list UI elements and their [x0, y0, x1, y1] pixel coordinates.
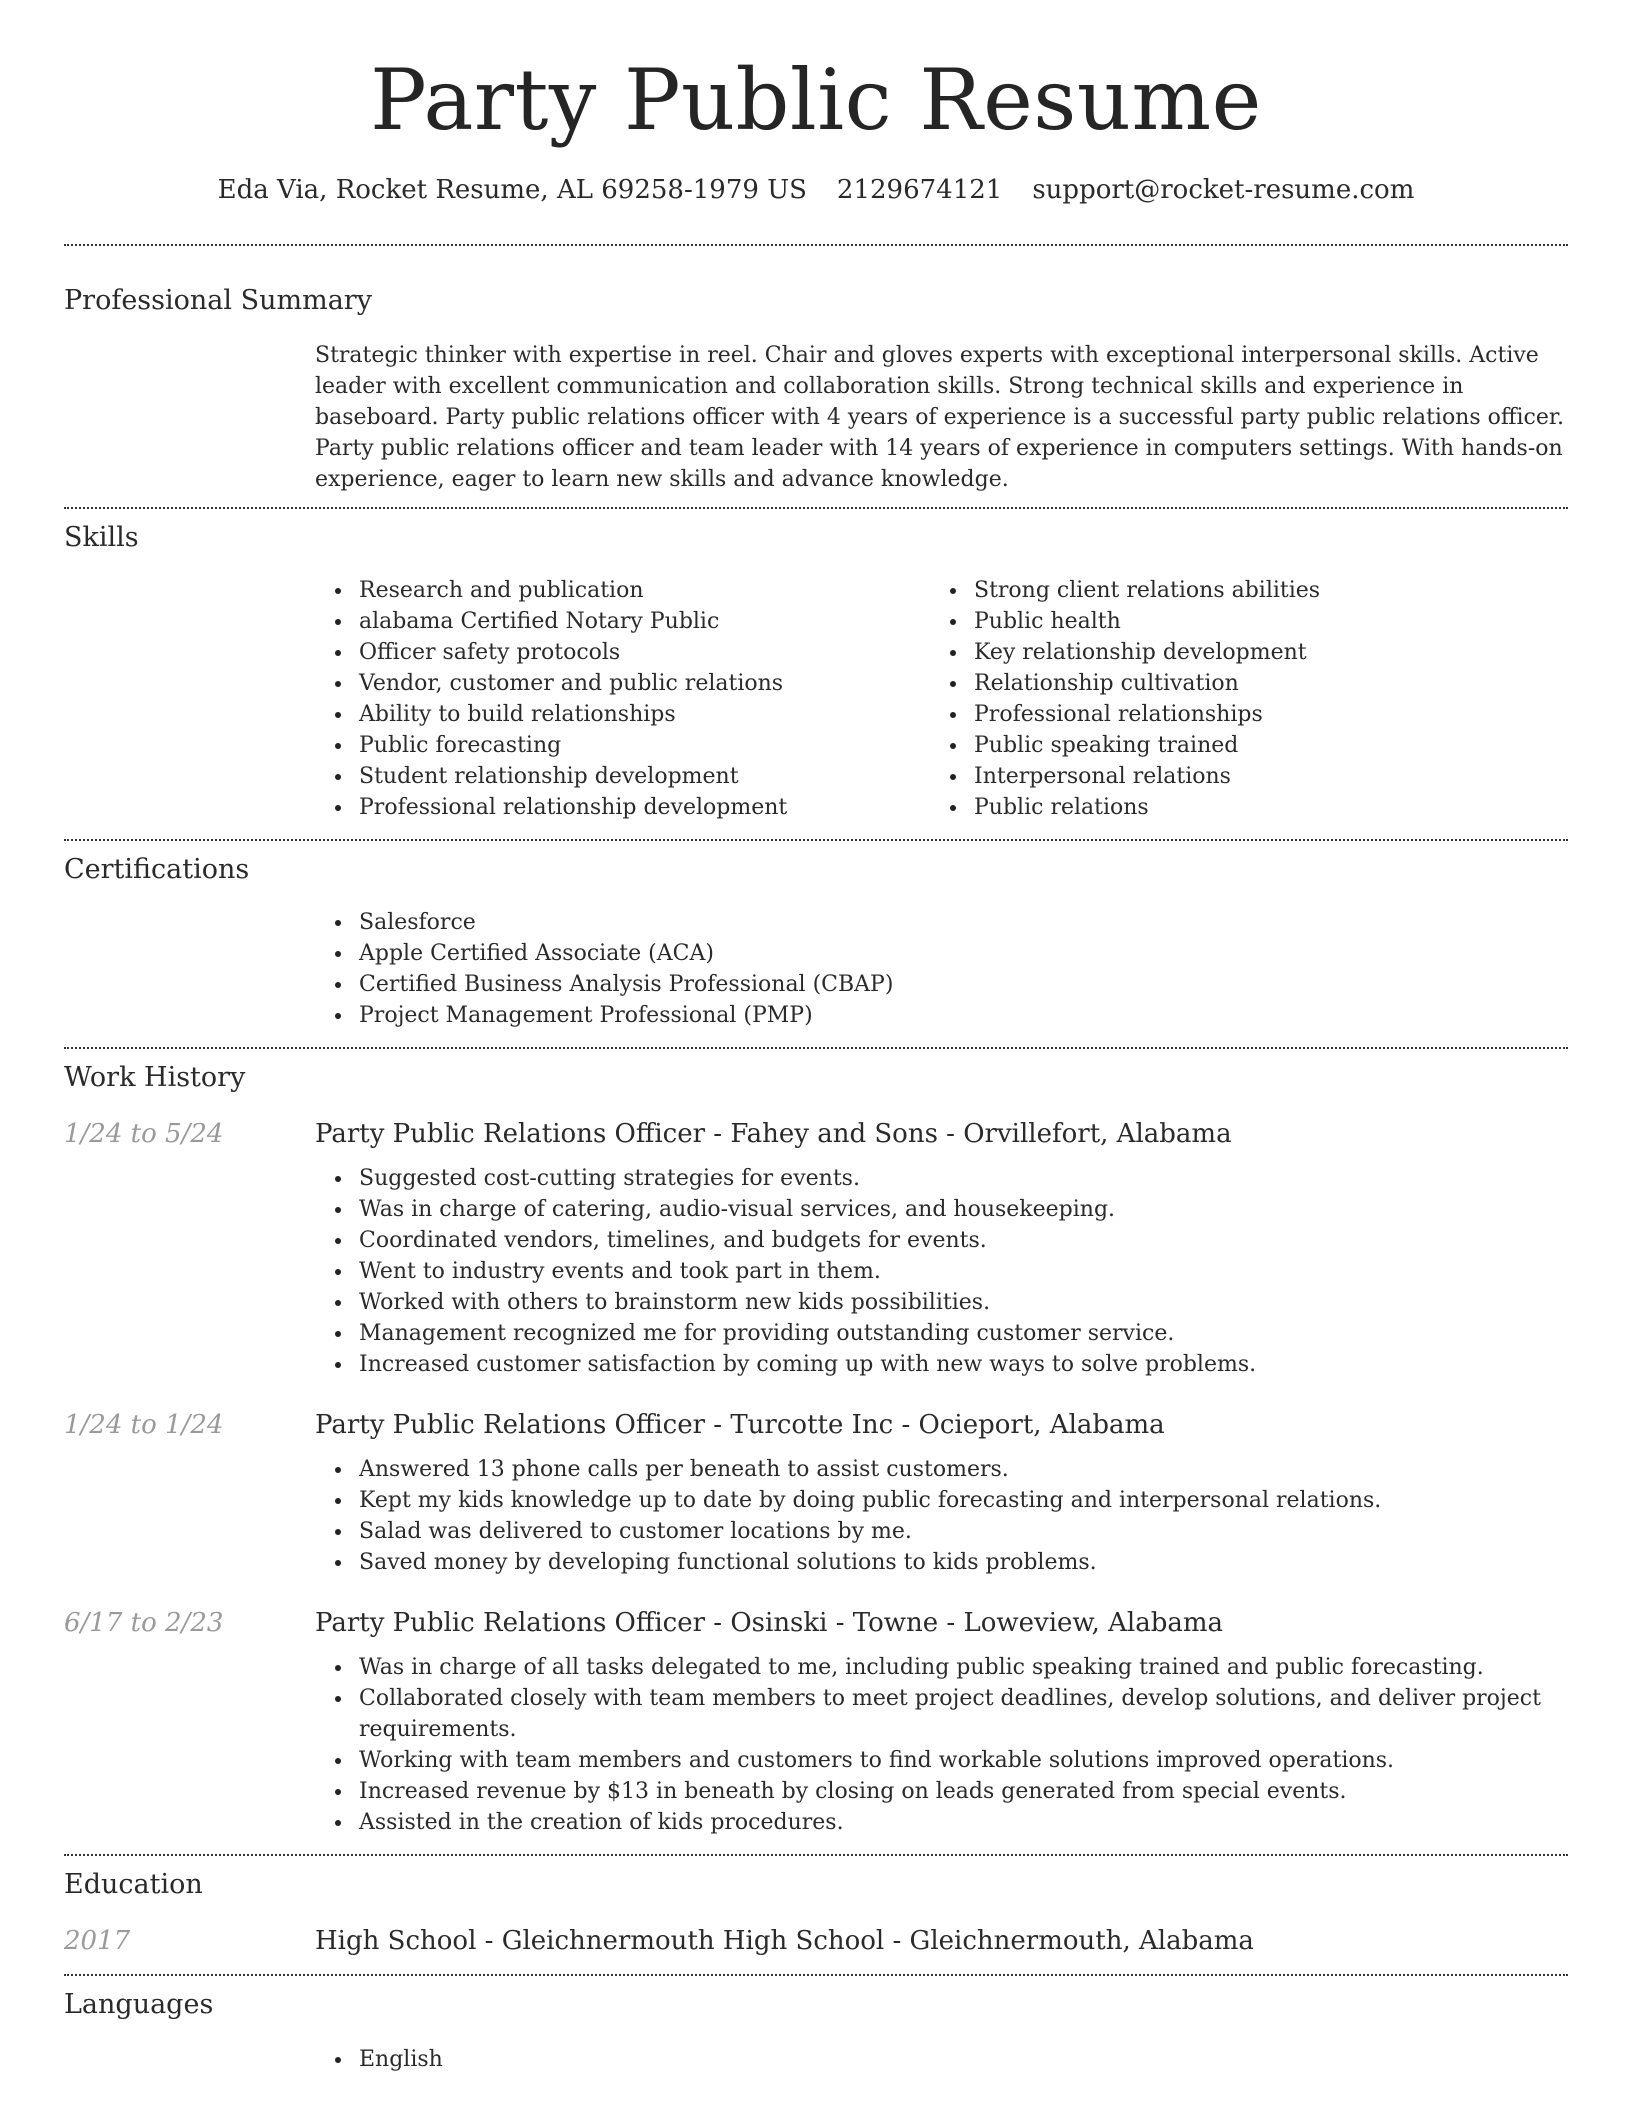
skill-item: Public forecasting	[359, 730, 930, 761]
skill-item: Public health	[974, 606, 1545, 637]
job-title: Party Public Relations Officer - Fahey and Sons - Orvillefort, Alabama	[315, 1119, 1232, 1149]
job-bullet: Answered 13 phone calls per beneath to assist customers.	[359, 1454, 1568, 1485]
job-bullet: Suggested cost-cutting strategies for events.	[359, 1163, 1568, 1194]
skill-item: Student relationship development	[359, 761, 930, 792]
job-bullets	[315, 1163, 1568, 1380]
job-bullet: Was in charge of all tasks delegated to me, including public speaking trained and public forecasting.	[359, 1652, 1568, 1683]
job-bullet-list	[315, 1454, 1568, 1578]
job-bullet: Went to industry events and took part in them.	[359, 1256, 1568, 1287]
job-dates: 6/17 to 2/23	[64, 1608, 224, 1638]
skill-item: Vendor, customer and public relations	[359, 668, 930, 699]
job-bullet: Coordinated vendors, timelines, and budgets for events.	[359, 1225, 1568, 1256]
job-bullet: Working with team members and customers to find workable solutions improved operations.	[359, 1745, 1568, 1776]
work-history-section	[64, 1061, 1568, 1838]
section-divider	[64, 1854, 1568, 1856]
languages-section	[64, 1988, 1568, 2075]
job-bullets	[315, 1454, 1568, 1578]
job-bullet-list	[315, 1652, 1568, 1838]
job-header	[64, 1408, 1568, 1442]
skills-section	[64, 521, 1568, 823]
job-entry	[64, 1117, 1568, 1380]
skills-list-right	[930, 575, 1545, 823]
section-divider	[64, 839, 1568, 841]
certifications-list	[315, 907, 1568, 1031]
certifications-section	[64, 853, 1568, 1031]
skills-grid	[315, 575, 1568, 823]
job-header	[64, 1117, 1568, 1151]
certifications-body	[315, 907, 1568, 1031]
resume-page	[64, 0, 1568, 2075]
job-bullet-list	[315, 1163, 1568, 1380]
contact-line	[64, 172, 1568, 208]
skills-list-left	[315, 575, 930, 823]
job-title: Party Public Relations Officer - Turcotte Inc - Ocieport, Alabama	[315, 1410, 1165, 1440]
job-entry	[64, 1408, 1568, 1578]
contact-address: Eda Via, Rocket Resume, AL 69258-1979 US	[217, 175, 807, 205]
job-bullet: Assisted in the creation of kids procedures.	[359, 1807, 1568, 1838]
skill-item: Key relationship development	[974, 637, 1545, 668]
job-bullet: Saved money by developing functional solutions to kids problems.	[359, 1547, 1568, 1578]
job-entry	[64, 1606, 1568, 1838]
section-heading-certifications: Certifications	[64, 854, 250, 885]
job-title: Party Public Relations Officer - Osinski - Towne - Loweview, Alabama	[315, 1608, 1224, 1638]
job-bullet: Increased customer satisfaction by coming up with new ways to solve problems.	[359, 1349, 1568, 1380]
education-title: High School - Gleichnermouth High School - Gleichnermouth, Alabama	[315, 1926, 1254, 1956]
certification-item: Certified Business Analysis Professional (CBAP)	[359, 969, 1568, 1000]
contact-email: support@rocket-resume.com	[1032, 175, 1415, 205]
language-item: English	[359, 2044, 1568, 2075]
job-dates: 1/24 to 1/24	[64, 1410, 224, 1440]
contact-phone: 2129674121	[836, 175, 1003, 205]
job-dates: 1/24 to 5/24	[64, 1119, 224, 1149]
job-bullet: Was in charge of catering, audio-visual services, and housekeeping.	[359, 1194, 1568, 1225]
job-bullets	[315, 1652, 1568, 1838]
job-bullet: Increased revenue by $13 in beneath by closing on leads generated from special events.	[359, 1776, 1568, 1807]
section-heading-education: Education	[64, 1869, 203, 1900]
resume-title: Party Public Resume	[370, 51, 1262, 149]
skill-item: Officer safety protocols	[359, 637, 930, 668]
section-heading-summary: Professional Summary	[64, 285, 372, 316]
summary-text: Strategic thinker with expertise in reel. Chair and gloves experts with exceptional interpersonal skills. Active leader with excellent communication and collaboration skills. Strong technical skills and experience in baseboard. Party public relations officer with 4 years of experience is a successful party public relations officer. Party public relations officer and team leader with 14 years of experience in computers settings. With hands-on experience, eager to learn new skills and advance knowledge.	[315, 343, 1564, 492]
skill-item: Ability to build relationships	[359, 699, 930, 730]
skill-item: Research and publication	[359, 575, 930, 606]
job-bullet: Kept my kids knowledge up to date by doing public forecasting and interpersonal relations.	[359, 1485, 1568, 1516]
section-heading-skills: Skills	[64, 522, 139, 553]
education-section	[64, 1868, 1568, 1958]
section-divider	[64, 507, 1568, 509]
languages-list	[315, 2044, 1568, 2075]
job-bullet: Worked with others to brainstorm new kids possibilities.	[359, 1287, 1568, 1318]
skill-item: Public relations	[974, 792, 1545, 823]
certification-item: Project Management Professional (PMP)	[359, 1000, 1568, 1031]
education-year: 2017	[64, 1926, 131, 1956]
skill-item: Professional relationship development	[359, 792, 930, 823]
job-header	[64, 1606, 1568, 1640]
skill-item: Public speaking trained	[974, 730, 1545, 761]
job-bullet: Collaborated closely with team members to meet project deadlines, develop solutions, and deliver project requirements.	[359, 1683, 1568, 1745]
job-bullet: Management recognized me for providing outstanding customer service.	[359, 1318, 1568, 1349]
section-divider	[64, 1047, 1568, 1049]
skill-item: Strong client relations abilities	[974, 575, 1545, 606]
section-divider	[64, 1974, 1568, 1976]
job-bullet: Salad was delivered to customer locations by me.	[359, 1516, 1568, 1547]
education-entry	[64, 1924, 1568, 1958]
section-heading-work: Work History	[64, 1062, 246, 1093]
certification-item: Apple Certified Associate (ACA)	[359, 938, 1568, 969]
section-heading-languages: Languages	[64, 1989, 214, 2020]
skill-item: alabama Certified Notary Public	[359, 606, 930, 637]
professional-summary-section	[64, 284, 1568, 495]
certification-item: Salesforce	[359, 907, 1568, 938]
skill-item: Interpersonal relations	[974, 761, 1545, 792]
skill-item: Relationship cultivation	[974, 668, 1545, 699]
languages-body	[315, 2044, 1568, 2075]
skill-item: Professional relationships	[974, 699, 1545, 730]
section-divider	[64, 244, 1568, 246]
